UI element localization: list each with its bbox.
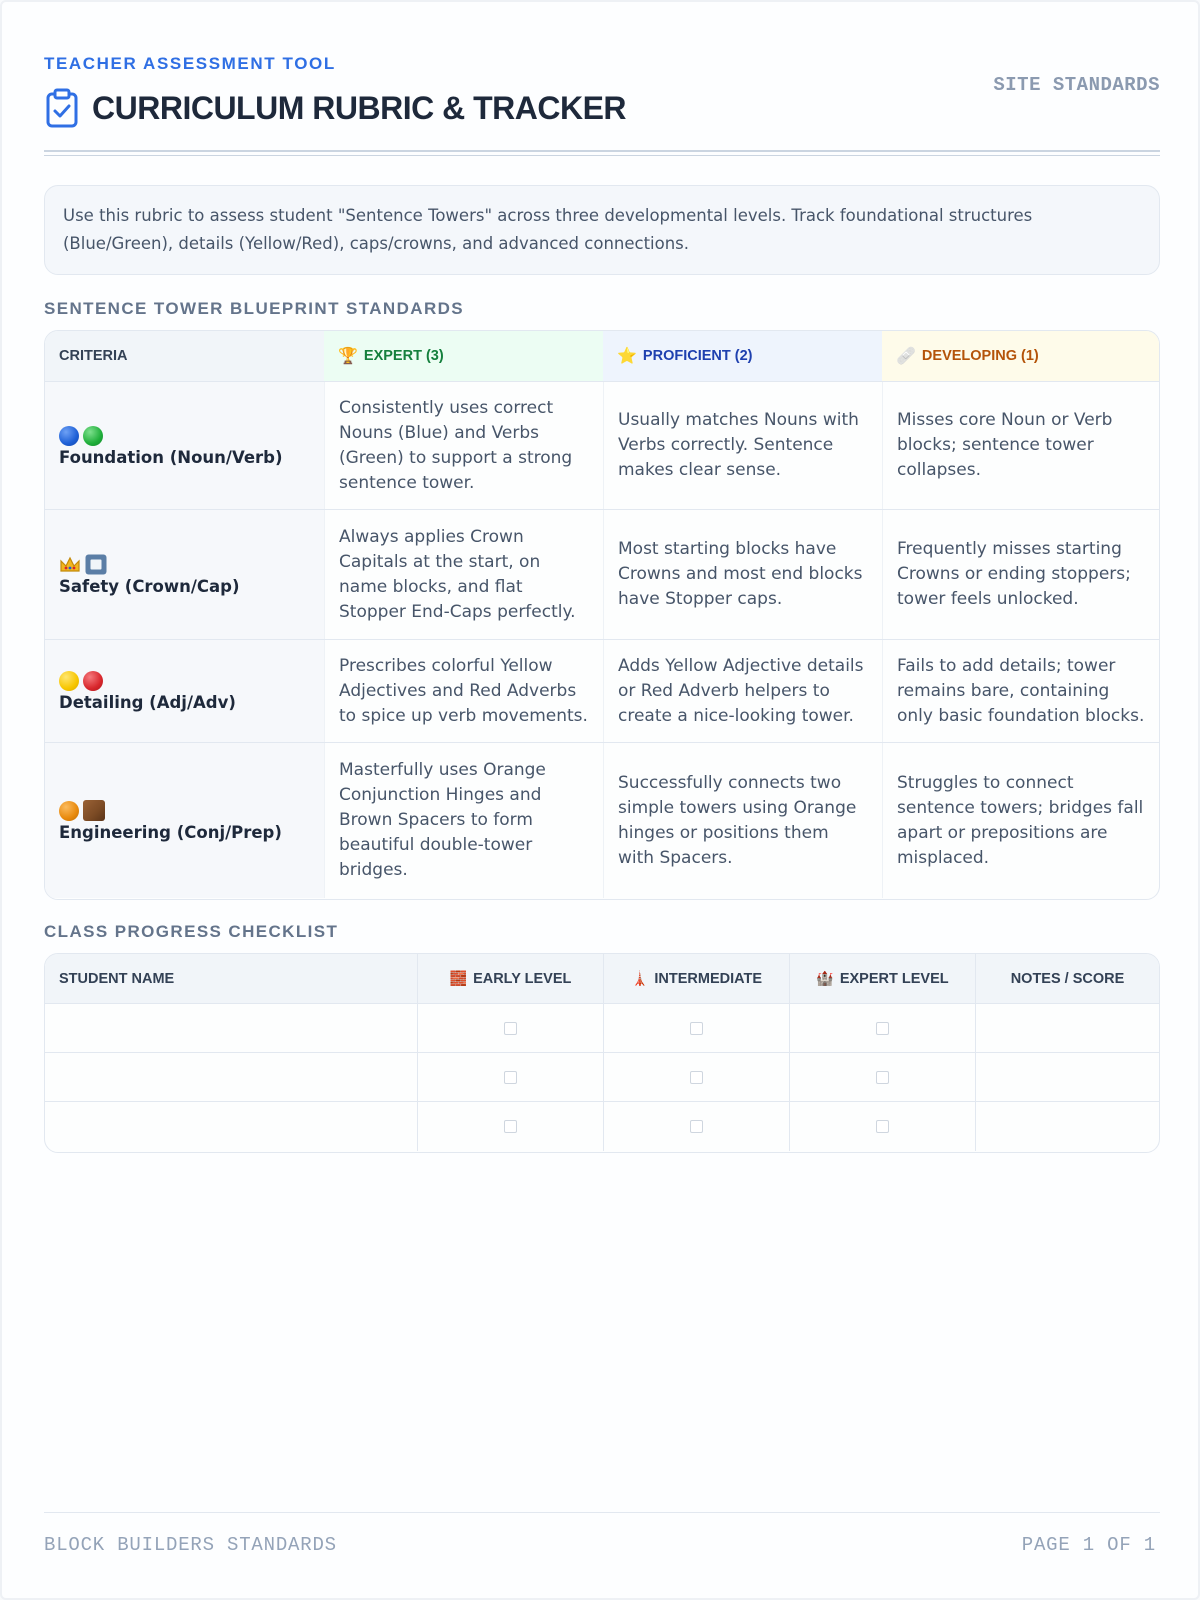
proficient-cell [603, 382, 882, 509]
criteria-cell [45, 382, 324, 509]
expert-level-cell [789, 1053, 975, 1101]
developing-description: Misses core Noun or Verb blocks; sentence tower collapses. [897, 410, 1113, 480]
developing-description: Struggles to connect sentence towers; bridges fall apart or prepositions are misplaced. [897, 772, 1144, 868]
developing-cell [882, 510, 1159, 639]
header-developing-label: DEVELOPING (1) [921, 348, 1039, 364]
proficient-description: Most starting blocks have Crowns and most end blocks have Stopper caps. [618, 539, 863, 609]
student-name-cell[interactable] [45, 1053, 417, 1101]
header-notes-score [975, 954, 1159, 1003]
intermediate-cell [603, 1102, 789, 1151]
criteria-icons [59, 800, 310, 822]
early-level-cell [417, 1004, 603, 1052]
rubric-row-foundation [45, 382, 1159, 510]
rubric-header-row [45, 331, 1159, 382]
intro-note: Use this rubric to assess student "Sentence Towers" across three developmental levels. Track foundational structures (Blue/Green), details (Yellow/Red), caps/crowns, and advanced connections. [44, 185, 1160, 275]
expert-description: Consistently uses correct Nouns (Blue) and Verbs (Green) to support a strong sentence tower. [339, 397, 573, 493]
yellow-dot-icon [59, 671, 79, 691]
table-row [45, 1102, 1159, 1151]
expert-cell [324, 743, 603, 898]
tower-icon: 🗼 [630, 970, 649, 986]
stop-button-icon [85, 554, 107, 575]
rubric-row-detailing [45, 640, 1159, 743]
footer-divider [44, 1512, 1160, 1513]
page-title: CURRICULUM RUBRIC & TRACKER [92, 89, 627, 126]
table-row [45, 1004, 1159, 1053]
expert-level-checkbox[interactable] [876, 1022, 889, 1035]
intermediate-checkbox[interactable] [690, 1120, 703, 1133]
developing-cell [882, 640, 1159, 742]
header-proficient [603, 331, 882, 381]
criteria-cell [45, 640, 324, 742]
footer-standards-label: BLOCK BUILDERS STANDARDS [44, 1534, 337, 1556]
header-student-label: STUDENT NAME [59, 970, 175, 987]
expert-cell [324, 510, 603, 639]
early-level-checkbox[interactable] [504, 1022, 517, 1035]
bandage-icon: 🩹 [896, 348, 916, 365]
header-criteria-label: CRITERIA [59, 348, 128, 364]
title-row [44, 88, 626, 128]
page-kicker: TEACHER ASSESSMENT TOOL [44, 54, 336, 73]
notes-score-cell[interactable] [975, 1053, 1159, 1101]
student-name-cell[interactable] [45, 1102, 417, 1151]
intermediate-cell [603, 1053, 789, 1101]
criteria-icons [59, 554, 310, 576]
criteria-icons [59, 670, 310, 692]
header-developing [882, 331, 1159, 381]
developing-description: Frequently misses starting Crowns or ending stoppers; tower feels unlocked. [897, 539, 1131, 609]
header-proficient-label: PROFICIENT (2) [642, 348, 753, 364]
rubric-section-label: SENTENCE TOWER BLUEPRINT STANDARDS [44, 299, 465, 318]
header-expert-level [789, 954, 975, 1003]
crown-icon [59, 555, 81, 575]
expert-level-cell [789, 1102, 975, 1151]
expert-description: Always applies Crown Capitals at the start, on name blocks, and flat Stopper End-Caps perfectly. [339, 526, 576, 622]
bricks-icon: 🧱 [449, 970, 468, 986]
expert-level-cell [789, 1004, 975, 1052]
blue-dot-icon [59, 426, 79, 446]
notes-score-cell[interactable] [975, 1102, 1159, 1151]
trophy-icon: 🏆 [338, 348, 358, 365]
expert-cell [324, 382, 603, 509]
notes-score-cell[interactable] [975, 1004, 1159, 1052]
header-expert-label: EXPERT LEVEL [839, 970, 949, 987]
header-expert-label: EXPERT (3) [363, 348, 444, 364]
criteria-name: Safety (Crown/Cap) [59, 576, 240, 596]
page-number: PAGE 1 OF 1 [1021, 1534, 1156, 1556]
criteria-name: Foundation (Noun/Verb) [59, 447, 283, 467]
early-level-checkbox[interactable] [504, 1071, 517, 1084]
rubric-row-engineering [45, 743, 1159, 898]
proficient-cell [603, 640, 882, 742]
header-notes-label: NOTES / SCORE [1010, 970, 1125, 987]
header-early-label: EARLY LEVEL [473, 970, 572, 987]
developing-cell [882, 382, 1159, 509]
header-criteria [45, 331, 324, 381]
proficient-description: Usually matches Nouns with Verbs correctly. Sentence makes clear sense. [618, 410, 859, 480]
checklist-header-row [45, 954, 1159, 1004]
header-expert [324, 331, 603, 381]
red-dot-icon [83, 671, 103, 691]
header-intermediate [603, 954, 789, 1003]
clipboard-check-icon [44, 88, 80, 128]
proficient-cell [603, 510, 882, 639]
intermediate-checkbox[interactable] [690, 1071, 703, 1084]
proficient-description: Successfully connects two simple towers using Orange hinges or positions them with Spacers. [618, 772, 857, 868]
expert-description: Masterfully uses Orange Conjunction Hinges and Brown Spacers to form beautiful double-tower bridges. [339, 760, 546, 880]
orange-dot-icon [59, 801, 79, 821]
green-dot-icon [83, 426, 103, 446]
developing-description: Fails to add details; tower remains bare, containing only basic foundation blocks. [897, 655, 1145, 726]
intermediate-cell [603, 1004, 789, 1052]
castle-icon: 🏰 [816, 970, 834, 986]
criteria-name: Engineering (Conj/Prep) [59, 822, 282, 842]
rubric-row-safety [45, 510, 1159, 640]
progress-checklist-table [44, 953, 1160, 1153]
developing-cell [882, 743, 1159, 898]
expert-level-checkbox[interactable] [876, 1071, 889, 1084]
proficient-description: Adds Yellow Adjective details or Red Adverb helpers to create a nice-looking tower. [618, 655, 864, 726]
star-icon: ⭐ [617, 348, 637, 365]
expert-level-checkbox[interactable] [876, 1120, 889, 1133]
header-student-name [45, 954, 417, 1003]
header-intermediate-label: INTERMEDIATE [654, 970, 763, 987]
criteria-icons [59, 425, 310, 447]
header-early-level [417, 954, 603, 1003]
expert-cell [324, 640, 603, 742]
expert-description: Prescribes colorful Yellow Adjectives and Red Adverbs to spice up verb movements. [339, 655, 588, 726]
early-level-cell [417, 1102, 603, 1151]
criteria-cell [45, 743, 324, 898]
criteria-cell [45, 510, 324, 639]
early-level-checkbox[interactable] [504, 1120, 517, 1133]
table-row [45, 1053, 1159, 1102]
proficient-cell [603, 743, 882, 898]
intermediate-checkbox[interactable] [690, 1022, 703, 1035]
checklist-section-label: CLASS PROGRESS CHECKLIST [44, 922, 339, 941]
criteria-name: Detailing (Adj/Adv) [59, 693, 236, 712]
site-standards-label: SITE STANDARDS [993, 74, 1160, 96]
page-header [44, 54, 1160, 154]
student-name-cell[interactable] [45, 1004, 417, 1052]
brown-square-icon [83, 800, 105, 821]
rubric-table [44, 330, 1160, 900]
early-level-cell [417, 1053, 603, 1101]
header-divider [44, 150, 1160, 156]
